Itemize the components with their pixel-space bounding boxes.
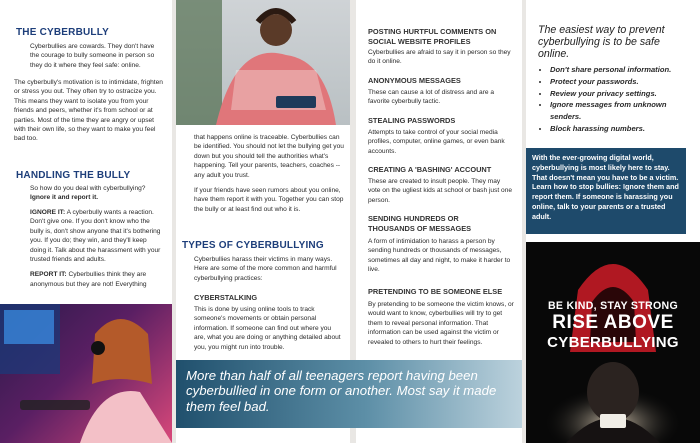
- type-heading-4: CREATING A 'BASHING' ACCOUNT: [368, 165, 492, 174]
- cyberbully-body: [14, 78, 164, 150]
- cyberbully-p2: The cyberbully's motivation is to intimidate, frighten or stress you out. They often try to ostracize you. This means they want to isolate you from your friends and peers, whether it's from school or at parties. Most of the time they are angry or upset with their own life, so they want to make you feel bad too.: [14, 79, 163, 143]
- tip-item: • Don't share personal information.: [550, 64, 696, 76]
- report-continued: [194, 133, 344, 220]
- type-heading-2: ANONYMOUS MESSAGES: [368, 76, 461, 85]
- type-text-1: Cyberbullies are afraid to say it in person so they do it online.: [368, 49, 511, 66]
- type-heading-6: PRETENDING TO BE SOMEONE ELSE: [368, 287, 503, 296]
- prevent-title: The easiest way to prevent cyberbullying is to be safe online.: [538, 24, 665, 61]
- hero-line3: CYBERBULLYING: [547, 334, 679, 351]
- type-text-2: These can cause a lot of distress and are a favorite cyberbully tactic.: [368, 89, 495, 106]
- rumors-text: If your friends have seen rumors about you online, have them report it with you. Together you can stop the bully or at least find out who it is.: [194, 187, 344, 213]
- types-intro-text: Cyberbullies harass their victims in many ways. Here are some of the more common and harmful cyberbullying practices:: [194, 256, 337, 282]
- tip-item: • Review your privacy settings.: [550, 88, 696, 100]
- report-cont-text: that happens online is traceable. Cyberbullies can be identified. You should not let the bullying get you down but you should tell the authorities what's happening. Tell your parents, teachers, coaches -- any adult you trust.: [194, 134, 344, 179]
- callout-box: With the ever-growing digital world, cyberbullying is most likely here to stay. That doesn't mean you have to be a victim. Learn how to stop bullies: Ignore them and report them. If someone is harassing you online, talk to your parents or a trusted adult.: [526, 148, 686, 234]
- cyberbully-p1: Cyberbullies are cowards. They don't have the courage to bully someone in person so they do it where they feel safe: online.: [30, 43, 155, 69]
- ignore-text: A cyberbully wants a reaction. Don't give one. If you don't know who the bully is, don't show anyone that it's bothering you. If you do; they win, and they'll keep doing it. Talk about the harassment with your trusted friends and adults.: [30, 209, 161, 264]
- stat-band: More than half of all teenagers report having been cyberbullied in one form or another. Most say it made them feel bad.: [176, 360, 522, 428]
- type-text-6: By pretending to be someone the victim knows, or would want to know, cyberbullies will try to get them to reveal personal information. That information can be used against the victim or revealed to others to hurt their feelings.: [368, 301, 514, 346]
- hero-line2: RISE ABOVE: [552, 312, 674, 333]
- report-label: REPORT IT:: [30, 271, 67, 279]
- type-heading-5: SENDING HUNDREDS OR THOUSANDS OF MESSAGES: [368, 214, 472, 233]
- tip-item: • Protect your passwords.: [550, 76, 696, 88]
- type-text-0: [194, 305, 344, 358]
- tired-student-photo: [176, 0, 350, 125]
- type-text-3: Attempts to take control of your social media profiles, computer, online games, or even bank accounts.: [368, 129, 505, 155]
- type-heading-3: STEALING PASSWORDS: [368, 116, 456, 125]
- cyberbully-intro: [30, 42, 164, 76]
- gamer-illustration: [0, 304, 172, 443]
- types-heading: TYPES OF CYBERBULLYING: [182, 240, 324, 251]
- handling-intro: [30, 184, 164, 203]
- handling-intro-text: So how do you deal with cyberbullying?: [30, 185, 146, 192]
- types-intro: [194, 255, 344, 289]
- type-text-5: A form of intimidation to harass a person by sending hundreds or thousands of messages, sometimes all day and night, to make it harder to live.: [368, 238, 511, 274]
- ignore-section: [30, 208, 164, 295]
- tip-item: • Ignore messages from unknown senders.: [550, 99, 696, 123]
- panel-cyberbully: [0, 0, 172, 443]
- gamer-photo: [0, 304, 172, 443]
- handling-heading: HANDLING THE BULLY: [16, 170, 131, 181]
- report-text: Cyberbullies think they are anonymous but they are not! Everything: [30, 271, 147, 288]
- student-illustration: [176, 0, 350, 125]
- tip-item: • Block harassing numbers.: [550, 123, 696, 135]
- type-heading-1: POSTING HURTFUL COMMENTS ON SOCIAL WEBSITE PROFILES: [368, 27, 497, 46]
- hero-line1: BE KIND, STAY STRONG: [547, 300, 678, 312]
- type-heading-0: CYBERSTALKING: [194, 293, 258, 302]
- type-text-0-p: This is done by using online tools to track someone's movements or obtain personal information. If someone can find out where you are, what you are doing or anything detailed about you, you might run into trouble.: [194, 306, 341, 351]
- handling-intro-bold: Ignore it and report it.: [30, 194, 99, 202]
- ignore-label: IGNORE IT:: [30, 209, 66, 216]
- cyberbully-heading: THE CYBERBULLY: [16, 27, 109, 38]
- type-text-4: These are created to insult people. They may vote on the ugliest kids at school or bash just one person.: [368, 178, 513, 204]
- hero-poster: [526, 242, 700, 443]
- prevent-tips: [540, 64, 696, 135]
